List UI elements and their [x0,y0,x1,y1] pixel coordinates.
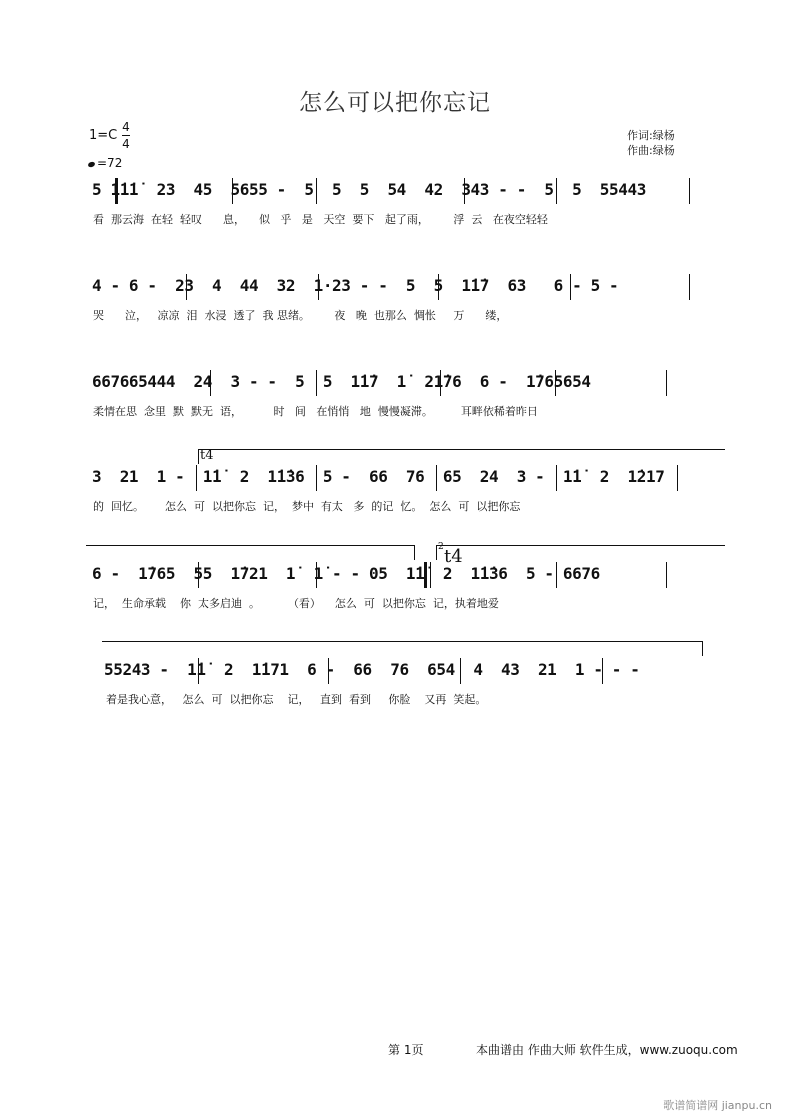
lyrics: 哭 泣， 凉凉 泪 水浸 透了 我 思绪。 夜 晚 也那么 惆怅 万 缕， [93,309,508,322]
stave-line-6 [0,656,790,726]
lyrics: 看 那云海 在轻 轻叹 息， 似 乎 是 天空 要下 起了雨， 浮 云 在夜空轻轻 [93,213,548,226]
quarter-note-icon [87,161,95,168]
notes: 6 - 1̇765 55 1̇721 1̇ 1̇ - - 05 1̇1̇ 2 1̇1̇36 5 - 6676 [92,564,600,583]
coda-bracket [102,641,703,656]
lyrics: 的 回忆。 怎么 可 以把你忘 记， 梦中 有太 多 的记 忆。 怎么 可 以把你忘 [93,500,521,513]
tempo-value: =72 [97,156,123,170]
volta-label-2: 2 [438,542,444,552]
notes: 5 1̇1̇1̇ 23 45 5655 - 5 5 5 54 42 343 - - 5 5 55443 [92,180,646,199]
time-signature [122,120,130,151]
stave-line-3 [0,368,790,438]
volta-bracket-2 [436,545,725,560]
notes: 3 21 1 - 1̇1̇ 2 1̇1̇36 5 - 66 76 65 24 3 - 1̇1̇ 2 1̇217 [92,467,665,486]
lyrics: 柔情在思 念里 默 默无 语， 时 间 在悄悄 地 慢慢凝滞。 耳畔依稀着昨日 [93,405,538,418]
stave-line-5 [0,560,790,630]
credits [627,128,675,158]
volta-label-1: t4 [200,448,214,463]
notes: 667665444 24 3 - - 5 5 1̇1̇7 1̇ 21̇76 6 - 1̇765654 [92,372,591,391]
tempo-mark [88,156,122,170]
stave-line-1 [0,176,790,246]
volta-bracket-end [86,545,415,560]
time-top: 4 [122,120,130,134]
time-bottom: 4 [122,137,130,151]
lyrics: 记， 生命承载 你 太多启迪 。 （看） 怎么 可 以把你忘 记，执着地爱 [93,597,499,610]
page-number: 第 1页 [388,1043,424,1057]
key-signature: 1=C [89,128,118,143]
page-title: 怎么可以把你忘记 [299,90,491,116]
lyrics: 着是我心意， 怎么 可 以把你忘 记， 直到 看到 你脸 又再 笑起。 [106,693,487,706]
stave-line-4 [0,463,790,533]
notes: 4 - 6 - 23 4 44 32 1·23 - - 5 5 1̇1̇7 63 6 - 5 - [92,276,619,295]
composer: 作曲:绿杨 [627,144,675,157]
volta-bracket-1 [198,449,725,464]
lyricist: 作词:绿杨 [627,129,675,142]
notes: 55243 - 1̇1̇ 2 1̇171 6 - 66 76 654 4 43 21 1 - - - [104,660,640,679]
generator-note: 本曲谱由 作曲大师 软件生成，www.zuoqu.com [476,1043,738,1057]
volta-label-3: t4 [444,546,463,567]
stave-line-2 [0,272,790,342]
watermark: 歌谱简谱网 jianpu.cn [663,1099,772,1112]
